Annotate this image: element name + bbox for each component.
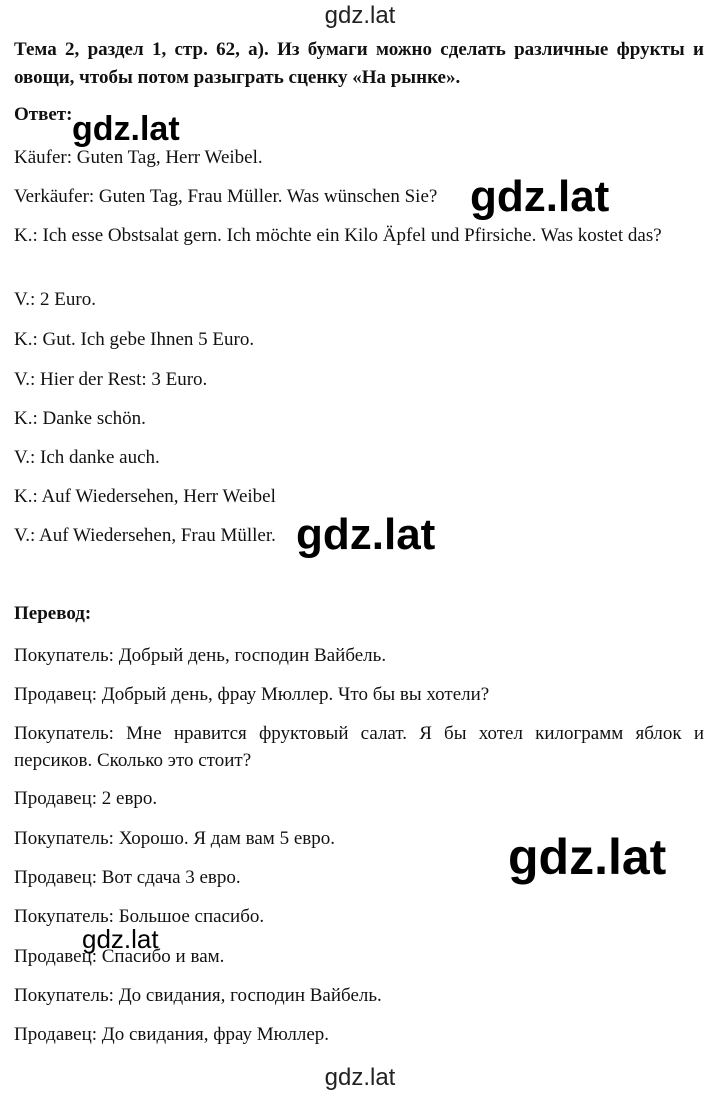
answer-line: V.: Ich danke auch. xyxy=(14,447,160,468)
watermark: gdz.lat xyxy=(72,110,180,148)
watermark: gdz.lat xyxy=(296,510,436,559)
translation-line: Покупатель: До свидания, господин Вайбель. xyxy=(14,985,382,1006)
translation-line: Продавец: 2 евро. xyxy=(14,788,158,809)
answer-heading: Ответ: xyxy=(14,104,73,125)
site-watermark-bottom: gdz.lat xyxy=(324,1064,396,1091)
translation-line: Продавец: Спасибо и вам. xyxy=(14,946,225,967)
task-statement: Тема 2, раздел 1, стр. 62, а). Из бумаги можно сделать различные фрукты и овощи, чтобы потом разыграть сценку «На рынке». xyxy=(14,39,704,88)
answer-line: Käufer: Guten Tag, Herr Weibel. xyxy=(14,147,263,168)
answer-line: Verkäufer: Guten Tag, Frau Müller. Was wünschen Sie? xyxy=(14,186,438,207)
watermark: gdz.lat xyxy=(470,172,610,221)
translation-heading: Перевод: xyxy=(14,603,92,624)
answer-line: K.: Ich esse Obstsalat gern. Ich möchte ein Kilo Äpfel und Pfirsiche. Was kostet das? xyxy=(14,225,662,246)
watermark: gdz.lat xyxy=(82,924,159,954)
translation-line: Продавец: До свидания, фрау Мюллер. xyxy=(14,1024,330,1045)
watermark: gdz.lat xyxy=(508,829,667,885)
translation-line: Покупатель: Мне нравится фруктовый салат. Я бы хотел килограмм яблок и персиков. Сколько это стоит? xyxy=(14,723,704,771)
answer-line: K.: Gut. Ich gebe Ihnen 5 Euro. xyxy=(14,329,255,350)
answer-line: K.: Danke schön. xyxy=(14,408,146,429)
translation-line: Покупатель: Хорошо. Я дам вам 5 евро. xyxy=(14,828,335,849)
answer-line: V.: Hier der Rest: 3 Euro. xyxy=(14,369,208,390)
site-watermark-top: gdz.lat xyxy=(324,2,396,29)
translation-line: Покупатель: Большое спасибо. xyxy=(14,906,265,927)
translation-line: Покупатель: Добрый день, господин Вайбель. xyxy=(14,645,387,666)
answer-line: V.: 2 Euro. xyxy=(14,289,96,310)
translation-line: Продавец: Вот сдача 3 евро. xyxy=(14,867,241,888)
answer-line: K.: Auf Wiedersehen, Herr Weibel xyxy=(14,486,276,507)
translation-line: Продавец: Добрый день, фрау Мюллер. Что бы вы хотели? xyxy=(14,684,490,705)
answer-line: V.: Auf Wiedersehen, Frau Müller. xyxy=(14,525,276,546)
